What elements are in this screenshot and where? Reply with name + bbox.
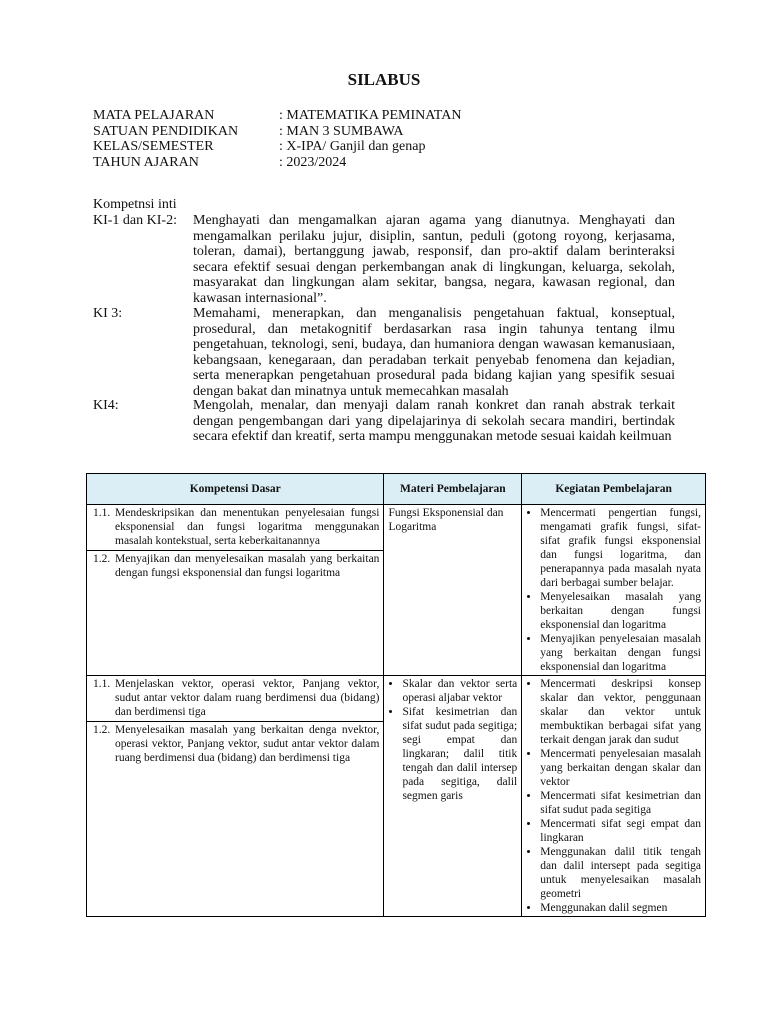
kd-item	[87, 721, 383, 767]
header-kompetensi-dasar: Kompetensi Dasar	[87, 474, 384, 505]
kd-item	[87, 505, 383, 550]
kd-text: Mendeskripsikan dan menentukan penyelesaian fungsi eksponensial dan fungsi logaritma menggunakan masalah kontekstual, serta keberkaitanannya	[115, 507, 380, 547]
meta-key: TAHUN AJARAN	[93, 154, 199, 170]
list-item: • Skalar dan vektor serta operasi aljabar vektor	[402, 677, 517, 705]
ki-3	[93, 306, 675, 399]
list-item: • Mencermati sifat segi empat dan lingkaran	[540, 817, 701, 845]
list-item: • Mencermati penyelesaian masalah yang berkaitan dengan skalar dan vektor	[540, 747, 701, 789]
ki-label: KI4:	[93, 398, 119, 413]
kegiatan-list	[526, 506, 701, 674]
core-competence-heading: Kompetnsi inti	[93, 197, 177, 212]
ki-text: Mengolah, menalar, dan menyaji dalam ranah konkret dan ranah abstrak terkait dengan pengembangan dari yang dipelajarinya di sekolah secara mandiri, bertindak secara efektif dan kreatif, serta mampu menggunakan metode sesuai kaidah keilmuan	[193, 398, 675, 444]
meta-row-year	[93, 155, 461, 171]
materi-list	[388, 677, 517, 803]
kd-number: 1.2.	[93, 553, 111, 565]
kd-text: Menyelesaikan masalah yang berkaitan denga nvektor, operasi vektor, Panjang vektor, sudut antar vektor dalam ruang berdimensi dua (bidang) dan berdimensi tiga	[115, 724, 380, 764]
kd-item	[87, 676, 383, 721]
kd-cell	[87, 505, 384, 676]
meta-key: SATUAN PENDIDIKAN	[93, 123, 239, 139]
meta-value: : MAN 3 SUMBAWA	[279, 123, 404, 139]
meta-row-subject	[93, 108, 461, 124]
syllabus-table	[86, 473, 706, 917]
kd-item	[87, 550, 383, 582]
table-row	[87, 676, 706, 917]
list-item: • Menggunakan dalil titik tengah dan dalil intersept pada segitiga untuk menyelesaikan masalah geometri	[540, 845, 701, 901]
list-item: • Menyajikan penyelesaian masalah yang berkaitan dengan fungsi eksponensial dan logaritma	[540, 632, 701, 674]
header-kegiatan: Kegiatan Pembelajaran	[522, 474, 706, 505]
ki-4	[93, 398, 675, 445]
meta-row-class	[93, 139, 461, 155]
document-title: SILABUS	[347, 70, 421, 89]
materi-text: Fungsi Eksponensial dan Logaritma	[388, 507, 504, 533]
kd-text: Menyajikan dan menyelesaikan masalah yang berkaitan dengan fungsi eksponensial dan fungsi logaritma	[115, 553, 380, 579]
list-item: • Mencermati sifat kesimetrian dan sifat sudut pada segitiga	[540, 789, 701, 817]
ki-label: KI 3:	[93, 306, 123, 321]
header-materi: Materi Pembelajaran	[384, 474, 522, 505]
meta-row-school	[93, 124, 461, 140]
kegiatan-cell	[522, 505, 706, 676]
meta-value: : X-IPA/ Ganjil dan genap	[279, 139, 426, 154]
meta-value: : 2023/2024	[279, 154, 347, 170]
list-item: • Mencermati pengertian fungsi, mengamati grafik fungsi, sifat-sifat grafik fungsi eksponensial dan fungsi logaritma, dan penerapannya pada masalah nyata dari berbagai sumber belajar.	[540, 506, 701, 590]
kd-number: 1.1.	[93, 678, 111, 690]
kegiatan-cell	[522, 676, 706, 917]
ki-text: Menghayati dan mengamalkan ajaran agama yang dianutnya. Menghayati dan mengamalkan perilaku jujur, disiplin, santun, peduli (gotong royong, kerjasama, toleran, damai), bertanggung jawab, responsif, dan pro-aktif dalam berinteraksi secara efektif sesuai dengan perkembangan anak di lingkungan, keluarga, sekolah, masyarakat dan lingkungan alam sekitar, bangsa, negara, kawasan regional, dan kawasan internasional”.	[193, 213, 675, 306]
materi-cell	[384, 505, 522, 676]
ki-label: KI-1 dan KI-2:	[93, 213, 177, 228]
table-row	[87, 505, 706, 676]
meta-key: MATA PELAJARAN	[93, 108, 215, 123]
list-item: • Menyelesaikan masalah yang berkaitan dengan fungsi eksponensial dan logaritma	[540, 590, 701, 632]
meta-key: KELAS/SEMESTER	[93, 139, 214, 154]
kegiatan-list	[526, 677, 701, 915]
identity-block	[93, 108, 461, 170]
list-item: • Menggunakan dalil segmen	[540, 901, 701, 915]
ki-text: Memahami, menerapkan, dan menganalisis pengetahuan faktual, konseptual, prosedural, dan metakognitif berdasarkan rasa ingin tahunya tentang ilmu pengetahuan, teknologi, seni, budaya, dan humaniora dengan wawasan kemanusiaan, kebangsaan, kenegaraan, dan peradaban terkait penyebab fenomena dan kejadian, serta menerapkan pengetahuan prosedural pada bidang kajian yang spesifik sesuai dengan bakat dan minatnya untuk memecahkan masalah	[193, 306, 675, 399]
list-item: • Sifat kesimetrian dan sifat sudut pada segitiga; segi empat dan lingkaran; dalil titik tengah dan dalil intersep pada segitiga, dalil segmen garis	[402, 705, 517, 803]
kd-cell	[87, 676, 384, 917]
table-header-row	[87, 474, 706, 505]
materi-cell	[384, 676, 522, 917]
list-item: • Mencermati deskripsi konsep skalar dan vektor, penggunaan skalar dan vektor untuk membuktikan berbagai sifat yang terkait dengan jarak dan sudut	[540, 677, 701, 747]
meta-value: : MATEMATIKA PEMINATAN	[279, 108, 462, 123]
ki-1-2	[93, 213, 675, 306]
kd-text: Menjelaskan vektor, operasi vektor, Panjang vektor, sudut antar vektor dalam ruang berdimensi dua (bidang) dan berdimensi tiga	[115, 678, 380, 718]
kd-number: 1.2.	[93, 724, 111, 736]
kd-number: 1.1.	[93, 507, 111, 519]
